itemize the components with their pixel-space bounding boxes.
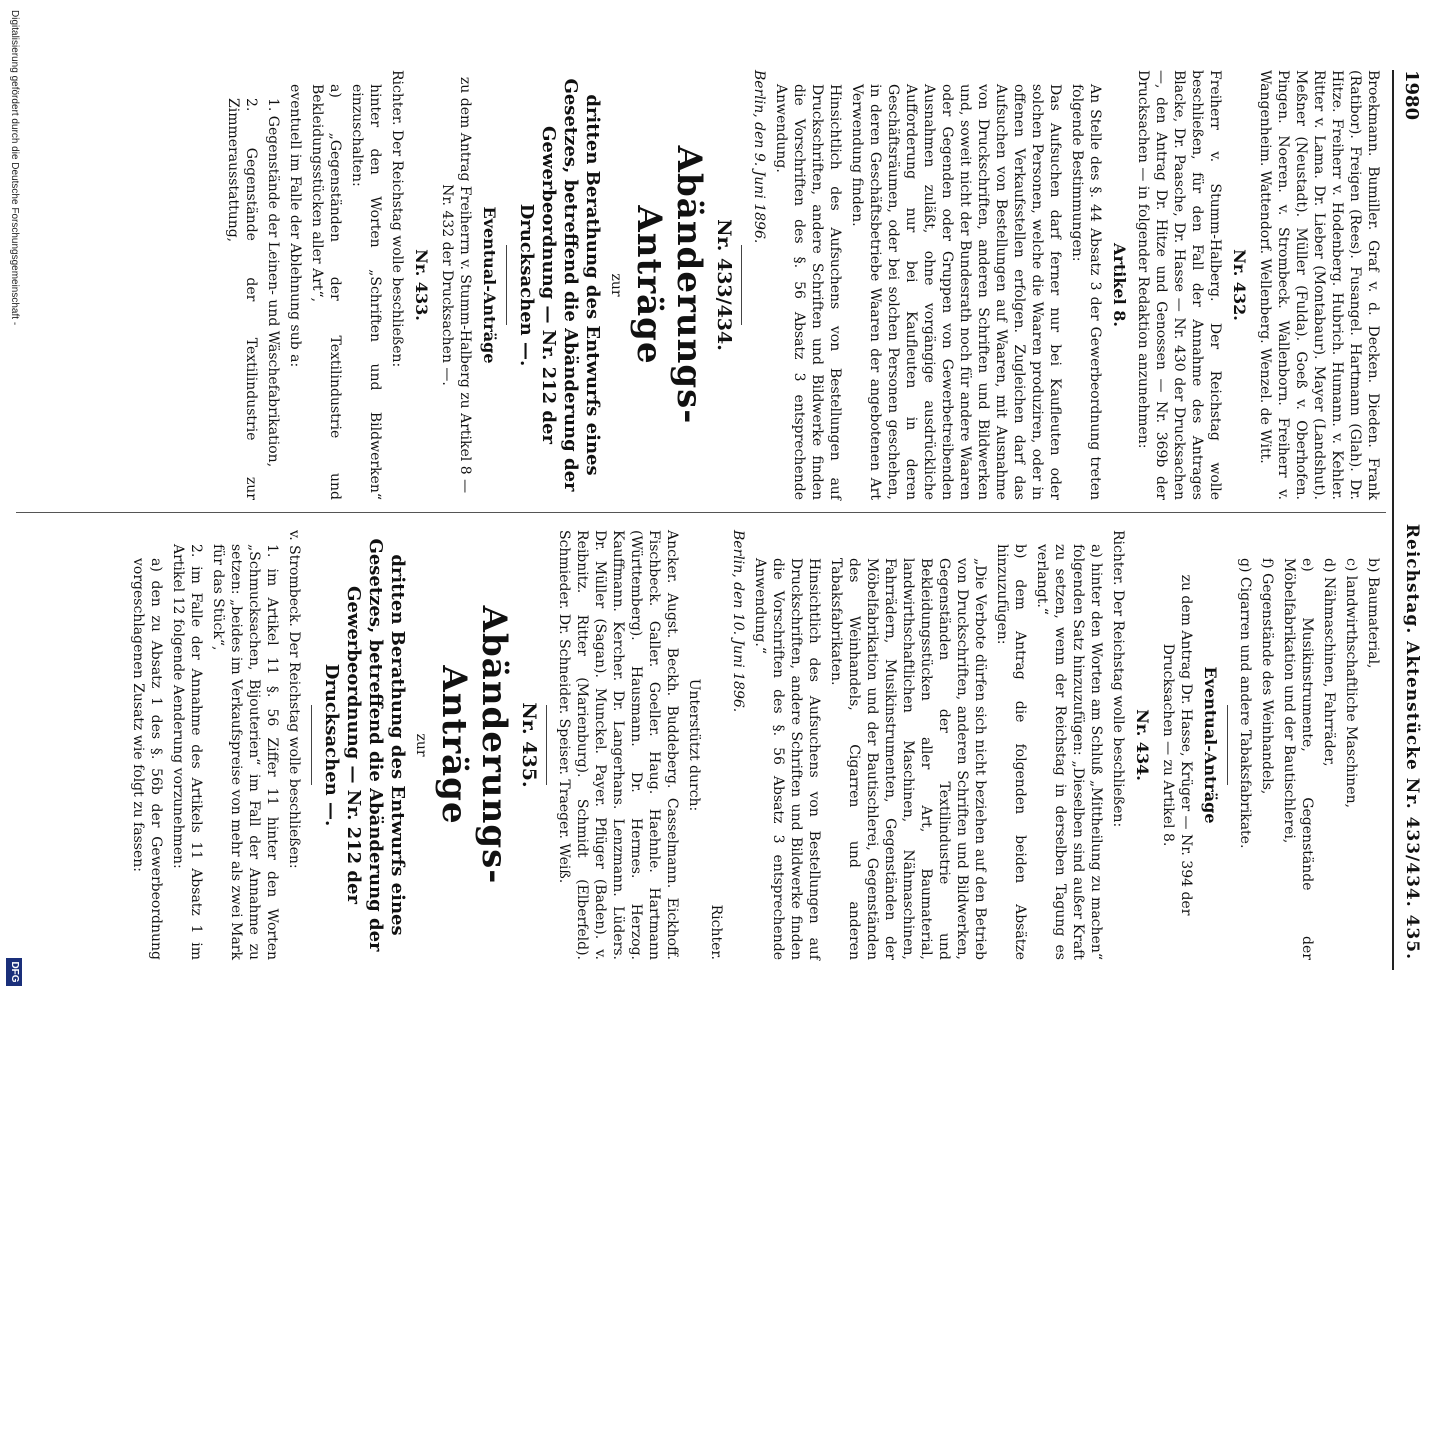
footer xyxy=(2,0,24,1000)
list-item-f: f) Gegenstände des Weinhandels, xyxy=(1259,558,1275,795)
supporters-list: Ancker. Augst. Beckh. Buddeberg. Casselmann. Eickhoff. Fischbeck. Galler. Goeller. Haug. Haehnle. Hartmann (Württemberg). Hausmann. Dr. Hermes. Herzog. Kauffmann. Kercher. Dr. Langerhans. Lenzmann. Lüders. Dr. Müller (Sagan). Munckel. Payer. Pflüger (Baden). v. Reibnitz. Ritter (Marienburg). Schmidt (Elberfeld). Schmieder. Dr. Schneider. Speiser. Traeger. Weiß. xyxy=(556,530,680,960)
eventual-heading-1: Eventual-Anträge xyxy=(480,206,499,364)
item-2: 2. Gegenstände der Textilindustrie zur Zimmerausstattung, xyxy=(225,98,259,500)
heading-nr-433-434: Nr. 433/434. xyxy=(713,219,735,351)
list-item-e: e) Musikinstrumente, Gegenstände der Möbelfabrikation und der Bautischlerei, xyxy=(1281,558,1315,960)
signatories-list: Broekmann. Bumiller. Graf v. d. Decken. Dieden. Frank (Ratibor). Freigen (Rees). Fusangel. Hartmann (Glah). Dr. Hitze. Freiherr v. Hodenberg. Hubrich. Humann. v. Kehler. Ritter v. Lama. Dr. Lieber (Montabaur). Mayer (Landshut). Meßner (Neustadt). Müller (Fulda). Goeß v. Oberhofen. Pingen. Noeren. v. Strombeck. Wallenborn. Freiherr v. Wangenheim. Wattendorf. Wellenberg. Wenzel. de Witt. xyxy=(1257,70,1381,500)
heading-nr-434: Nr. 434. xyxy=(1133,709,1152,781)
title-abaenderungs-antraege-2: Abänderungs-Anträge xyxy=(434,605,514,885)
strombeck-item-2a: a) den zu Absatz 1 des §. 56b der Gewerbeordnung vorgeschlagenen Zusatz wie folgt zu fassen: xyxy=(130,558,164,960)
list-item-c: c) landwirthschaftliche Maschinen, xyxy=(1343,558,1359,809)
richter-text-1: hinter den Worten „Schriften und Bildwerken“ einzuschalten: xyxy=(349,84,383,500)
heading-nr-435: Nr. 435. xyxy=(518,702,540,788)
item-1: 1. Gegenstände der Leinen- und Wäschefabrikation, xyxy=(265,98,281,468)
separator xyxy=(1227,705,1228,785)
eventual-sub-1: zu dem Antrag Freiherrn v. Stumm-Halberg zu Artikel 8 — Nr. 432 der Drucksachen —. xyxy=(439,76,473,494)
strombeck-item-1: 1. im Artikel 11 §. 56 Ziffer 11 hinter den Worten „Schmucksachen, Bijouterien“ im Fall der Annahme zu setzen: „beides im Verkaufspreise von mehr als zwei Mark für das Stück“, xyxy=(210,544,280,960)
right-column xyxy=(125,530,1382,960)
page-number: 1980 xyxy=(1401,70,1422,121)
richter-2-a: a) hinter den Worten am Schluß „Mittheilung zu machen“ folgenden Satz hinzuzufügen: „Dieselben sind außer Kraft zu setzen, wenn der Reichstag in derselben Tagung es verlangt.“ xyxy=(1034,544,1104,960)
page-header xyxy=(1394,70,1424,970)
zur-1: zur xyxy=(608,273,624,297)
dfg-logo: DFG xyxy=(6,958,22,986)
zur-2: zur xyxy=(413,733,429,757)
eventual-sub-2: zu dem Antrag Dr. Hasse, Krüger — Nr. 394 der Drucksachen — zu Artikel 8. xyxy=(1160,574,1194,916)
eventual-heading-2: Eventual-Anträge xyxy=(1201,666,1220,824)
left-column xyxy=(220,70,1382,500)
header-rule xyxy=(1392,70,1394,970)
strombeck-item-2: 2. im Falle der Annahme des Artikels 11 Absatz 1 im Artikel 12 folgende Aenderung vorzunehmen: xyxy=(170,544,204,960)
richter-2-b: b) dem Antrag die folgenden beiden Absätze hinzuzufügen: xyxy=(994,544,1028,960)
separator xyxy=(506,245,507,325)
separator xyxy=(741,245,742,325)
heading-nr-433: Nr. 433. xyxy=(412,249,431,321)
item-a: a) „Gegenständen der Textilindustrie und Bekleidungsstücken aller Art“, xyxy=(309,84,343,500)
running-head: Reichstag. Aktenstücke Nr. 433/434. 435. xyxy=(1402,523,1422,960)
heading-nr-432: Nr. 432. xyxy=(1230,249,1249,321)
separator xyxy=(311,705,312,785)
separator xyxy=(546,705,547,785)
date-line-1: Berlin, den 9. Juni 1896. xyxy=(751,70,767,244)
title-abaenderungs-antraege-1: Abänderungs-Anträge xyxy=(629,145,709,425)
artikel-para-1: An Stelle des §. 44 Absatz 3 der Gewerbeordnung treten folgende Bestimmungen: xyxy=(1069,84,1103,500)
subtitle-1: dritten Berathung des Entwurfs eines Gesetzes, betreffend die Abänderung der Gewerbeordnung — Nr. 212 der Drucksachen —. xyxy=(516,78,603,492)
motion-432: Freiherr v. Stumm-Halberg. Der Reichstag wolle beschließen, für den Fall der Annahme des Antrages Blacke, Dr. Paasche, Dr. Hasse — Nr. 430 der Drucksachen —, den Antrag Dr. Hitze und Genossen — Nr. 369b der Drucksachen — in folgender Redaktion anzunehmen: xyxy=(1135,70,1223,500)
quote-2: Hinsichtlich des Aufsuchens von Bestellungen auf Druckschriften, andere Schriften und Bildwerke finden die Vorschriften des §. 56 Absatz 3 entsprechende Anwendung.“ xyxy=(752,558,822,960)
date-line-2: Berlin, den 10. Juni 1896. xyxy=(730,530,746,713)
quote-1: „Die Verbote dürfen sich nicht beziehen auf den Betrieb von Druckschriften, anderen Schriften und Bildwerken, Gegenständen der Textilindustrie und Bekleidungsstücken aller Art, Baumaterial, landwirthschaftlichen Maschinen, Nähmaschinen, Fahrrädern, Musikinstrumenten, Gegenständen der Möbelfabrikation und der Bautischlerei, Gegenständen des Weinhandels, Cigarren und anderen Tabaksfabrikaten. xyxy=(828,558,988,960)
richter-motion-2: Richter. Der Reichstag wolle beschließen: xyxy=(1110,530,1126,828)
list-item-g: g) Cigarren und andere Tabaksfabrikate. xyxy=(1237,558,1253,849)
column-divider xyxy=(16,512,1386,513)
item-a-sub: eventuell im Falle der Ablehnung sub a: xyxy=(287,84,303,368)
signature-richter: Richter. xyxy=(708,904,724,960)
list-item-d: d) Nähmaschinen, Fahrräder, xyxy=(1321,558,1337,767)
supported-by: Unterstützt durch: xyxy=(686,678,702,812)
strombeck-motion: v. Strombeck. Der Reichstag wolle beschließen: xyxy=(286,530,302,869)
artikel-para-3: Hinsichtlich des Aufsuchens von Bestellungen auf Druckschriften, andere Schriften und Bildwerke finden die Vorschriften des §. 56 Absatz 3 entsprechende Anwendung. xyxy=(773,84,843,500)
artikel-heading: Artikel 8. xyxy=(1110,243,1129,327)
list-item-b: b) Baumaterial, xyxy=(1365,558,1381,669)
richter-motion-1: Richter. Der Reichstag wolle beschließen: xyxy=(389,70,405,368)
artikel-para-2: Das Aufsuchen darf ferner nur bei Kaufleuten oder solchen Personen, welche die Waaren produziren, oder in offenen Verkaufsstellen erfolgen. Zugleichen darf das Aufsuchen von Bestellungen auf Waaren, mit Ausnahme von Druckschriften, anderen Schriften und Bildwerken und, soweit nicht der Bundesrath noch für andere Waaren oder Gegenden oder Gruppen von Gewerbetreibenden Ausnahmen zuläßt, ohne vorgängige ausdrückliche Aufforderung nur bei Kaufleuten in deren Geschäftsräumen, oder bei solchen Personen geschehen, in deren Geschäftsbetriebe Waaren der angebotenen Art Verwendung finden. xyxy=(849,84,1063,500)
subtitle-2: dritten Berathung des Entwurfs eines Gesetzes, betreffend die Abänderung der Gewerbeordnung — Nr. 212 der Drucksachen —. xyxy=(321,538,408,952)
footer-credit: Digitalisierung gefördert durch die Deutsche Forschungsgemeinschaft - xyxy=(9,10,20,326)
